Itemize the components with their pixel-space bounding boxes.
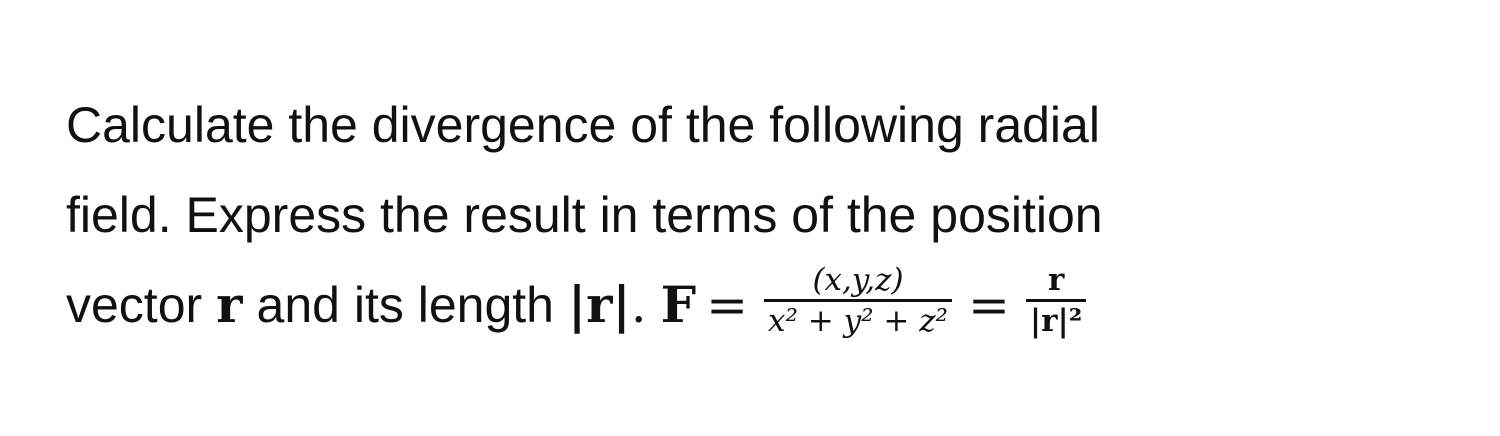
equals-sign-1: =: [706, 276, 748, 334]
position-vector-symbol: r: [216, 275, 243, 334]
field-symbol: F: [660, 275, 697, 334]
length-text: and its length: [256, 277, 554, 333]
vector-text: vector: [66, 277, 203, 333]
problem-line-2: field. Express the result in terms of the position: [66, 187, 1103, 243]
fraction-vector-numerator: r: [1047, 261, 1065, 298]
fraction-vector-denominator: |r|²: [1026, 299, 1086, 338]
fraction-components: [764, 261, 952, 340]
problem-line-1: Calculate the divergence of the following radial: [66, 97, 1100, 153]
fraction-vector-form: [1026, 261, 1086, 340]
sentence-period: .: [630, 276, 647, 334]
vector-length-symbol: |r|: [567, 275, 631, 334]
fraction-denominator: x² + y² + z²: [764, 299, 952, 338]
equals-sign-2: =: [967, 276, 1010, 334]
problem-line-3: [66, 260, 1486, 350]
fraction-numerator: (x,y,z): [812, 261, 904, 298]
problem-statement: [66, 80, 1486, 350]
